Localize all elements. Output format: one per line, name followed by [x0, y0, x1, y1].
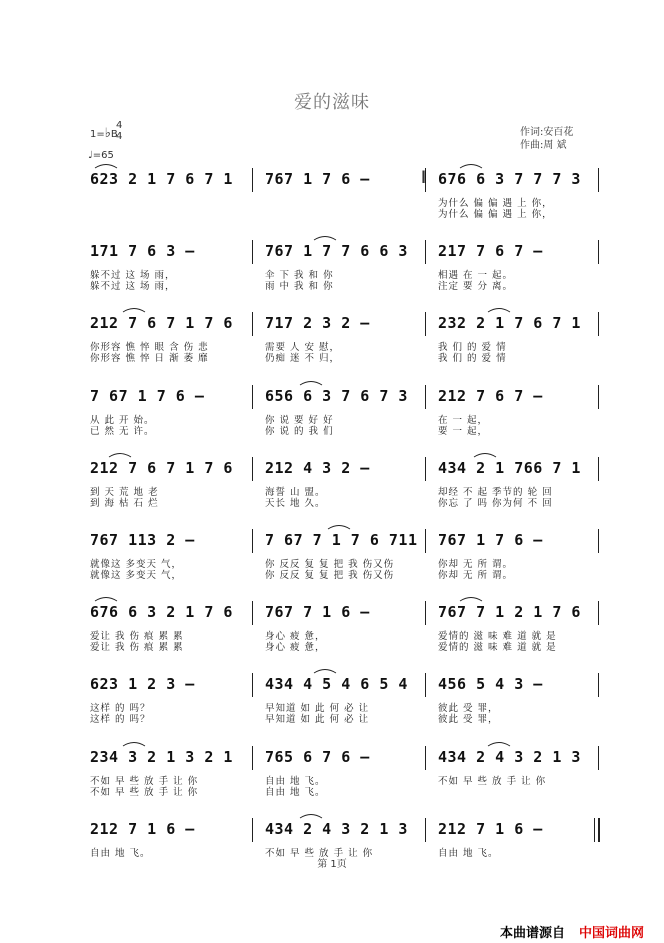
slur-mark: [123, 309, 145, 313]
measure-notes: 767 113 2 –: [90, 531, 195, 549]
composer: 作曲:周 斌: [520, 140, 567, 151]
barline: [425, 312, 426, 336]
key-flat: ♭: [104, 126, 111, 141]
lyric-line: 需要 人 安 慰，: [265, 342, 341, 354]
measure-notes: 212 4 3 2 –: [265, 458, 370, 477]
measure-notes: 7 67 1 7 6 –: [90, 386, 205, 405]
measure-notes: 434 2 4 3 2 1 3: [438, 747, 581, 766]
barline: [425, 601, 426, 625]
measure-notes: 623 1 2 3 –: [90, 675, 195, 694]
slur-mark: [300, 814, 322, 818]
slur-mark: [474, 453, 496, 457]
lyric-line: 早知道 如 此 何 必 让: [265, 703, 370, 715]
measure-notes: 212 7 6 7 –: [438, 386, 543, 405]
measure-notes: 767 1 7 7 6 6 3: [265, 242, 408, 261]
measure-notes: 656 6 3 7 6 7 3: [265, 386, 408, 405]
lyric-line: 自由 地 飞。: [90, 847, 151, 859]
lyric-line: 为什么 偏 偏 遇 上 你，: [438, 198, 553, 209]
final-barline-thin: [594, 818, 595, 842]
lyric-line: 伞 下 我 和 你: [265, 270, 334, 282]
measure-notes: 7 67 7 1 7 6 711: [265, 531, 418, 549]
barline: [598, 601, 599, 625]
time-signature: [116, 120, 122, 142]
tempo-value: =65: [92, 150, 114, 161]
lyric-line: 雨 中 我 和 你: [265, 281, 334, 293]
lyric-line: 就像这 多变天 气，: [90, 559, 183, 570]
barline: [252, 601, 253, 625]
barline: [598, 385, 599, 409]
barline: [252, 746, 253, 770]
slur-mark: [328, 526, 350, 530]
final-barline: [598, 818, 600, 842]
lyric-line: 躲不过 这 场 雨，: [90, 281, 176, 293]
key-prefix: 1=: [90, 129, 105, 140]
lyric-line: 为什么 偏 偏 遇 上 你，: [438, 209, 553, 220]
barline: [252, 240, 253, 264]
measure-notes: 212 7 1 6 –: [90, 819, 195, 838]
measure-notes: 212 7 6 7 1 7 6: [90, 314, 233, 333]
lyric-line: 天长 地 久。: [265, 497, 326, 509]
barline: [425, 385, 426, 409]
barline: [598, 240, 599, 264]
barline: [598, 529, 599, 553]
slur-mark: [300, 381, 322, 385]
measure-notes: 434 2 4 3 2 1 3: [265, 819, 408, 838]
lyric-line: 爱让 我 伤 痕 累 累: [90, 642, 184, 654]
lyric-line: 爱让 我 伤 痕 累 累: [90, 631, 184, 643]
lyric-line: 你 反反 复 复 把 我 伤又伤: [265, 570, 395, 581]
lyric-line: 自由 地 飞。: [438, 847, 499, 859]
lyric-line: 不如 早 些 放 手 让 你: [90, 775, 199, 787]
repeat-sign: ‖: [421, 169, 427, 183]
measure-notes: 456 5 4 3 –: [438, 675, 543, 694]
lyric-line: 彼此 受 罪，: [438, 703, 499, 715]
slur-mark: [314, 237, 336, 241]
lyric-line: 你形容 憔 悴 眼 含 伤 悲: [90, 342, 209, 354]
lyric-line: 你 反反 复 复 把 我 伤又伤: [265, 559, 395, 570]
barline: [252, 529, 253, 553]
measure-notes: 765 6 7 6 –: [265, 747, 370, 766]
lyric-line: 到 海 枯 石 烂: [90, 497, 159, 509]
slur-mark: [123, 742, 145, 746]
lyric-line: 仍痴 迷 不 归，: [265, 353, 341, 365]
measure-notes: 676 6 3 7 7 7 3: [438, 170, 581, 188]
lyric-line: 身心 疲 惫，: [265, 631, 326, 643]
lyric-line: 自由 地 飞。: [265, 786, 326, 798]
barline: [598, 457, 599, 481]
barline: [252, 818, 253, 842]
measure-notes: 717 2 3 2 –: [265, 314, 370, 333]
lyric-line: 要 一 起，: [438, 425, 489, 437]
slur-mark: [314, 670, 336, 674]
lyric-line: 躲不过 这 场 雨，: [90, 270, 176, 282]
measure-notes: 434 4 5 4 6 5 4: [265, 675, 408, 694]
slur-mark: [488, 309, 510, 313]
barline: [425, 529, 426, 553]
lyric-line: 海誓 山 盟。: [265, 486, 326, 498]
barline: [252, 312, 253, 336]
lyric-line: 自由 地 飞。: [265, 775, 326, 787]
slur-mark: [109, 453, 131, 457]
lyric-line: 你却 无 所 谓。: [438, 570, 514, 581]
lyric-line: 你忘 了 吗 你为何 不 回: [438, 497, 553, 509]
lyric-line: 注定 要 分 离。: [438, 281, 514, 293]
slur-mark: [488, 742, 510, 746]
barline: [425, 457, 426, 481]
barline: [598, 168, 599, 192]
measure-notes: 767 7 1 2 1 7 6: [438, 603, 581, 622]
barline: [425, 673, 426, 697]
barline: [252, 385, 253, 409]
lyric-line: 不如 早 些 放 手 让 你: [90, 786, 199, 798]
lyric-line: 到 天 荒 地 老: [90, 486, 159, 498]
credits: [520, 126, 573, 152]
measure-notes: 232 2 1 7 6 7 1: [438, 314, 581, 333]
quarter-note-icon: ♩: [88, 150, 93, 161]
lyric-line: 已 然 无 许。: [90, 425, 155, 437]
measure-notes: 623 2 1 7 6 7 1: [90, 170, 233, 188]
song-title: 爱的滋味: [294, 92, 370, 113]
barline: [252, 673, 253, 697]
footer-source: 本曲谱源自: [500, 926, 566, 941]
lyric-line: 身心 疲 惫，: [265, 642, 326, 654]
page-number: 第 1页: [317, 859, 347, 870]
measure-notes: 767 1 7 6 –: [438, 531, 543, 549]
measure-notes: 212 7 6 7 1 7 6: [90, 458, 233, 477]
measure-notes: 217 7 6 7 –: [438, 242, 543, 261]
score-row: [0, 810, 664, 895]
lyric-line: 相遇 在 一 起。: [438, 270, 514, 282]
barline: [425, 240, 426, 264]
lyric-line: 我 们 的 爱 情: [438, 342, 507, 354]
slur-mark: [460, 165, 482, 169]
barline: [252, 457, 253, 481]
measure-notes: 171 7 6 3 –: [90, 242, 195, 261]
barline: [598, 746, 599, 770]
lyric-line: 你形容 憔 悴 日 渐 萎 靡: [90, 353, 209, 365]
barline: [425, 818, 426, 842]
lyric-line: 这样 的 吗？: [90, 703, 151, 715]
time-top: 4: [116, 120, 123, 131]
barline: [425, 746, 426, 770]
slur-mark: [460, 598, 482, 602]
lyric-line: 就像这 多变天 气，: [90, 570, 183, 581]
measure-notes: 434 2 1 766 7 1: [438, 458, 581, 477]
measure-notes: 767 1 7 6 –: [265, 170, 370, 188]
lyricist: 作词:安百花: [520, 127, 574, 138]
lyric-line: 不如 早 些 放 手 让 你: [438, 775, 547, 787]
lyric-line: 在 一 起，: [438, 414, 489, 426]
barline: [252, 168, 253, 192]
slur-mark: [95, 165, 117, 169]
lyric-line: 从 此 开 始。: [90, 414, 155, 426]
lyric-line: 爱情的 滋 味 难 道 就 是: [438, 642, 557, 654]
lyric-line: 彼此 受 罪，: [438, 714, 499, 726]
time-bottom: 4: [116, 131, 123, 142]
lyric-line: 却经 不 起 季节的 轮 回: [438, 486, 553, 498]
key-note: B: [110, 129, 118, 140]
slur-mark: [95, 598, 117, 602]
footer-site-link[interactable]: 中国词曲网: [579, 926, 645, 941]
lyric-line: 你 说 的 我 们: [265, 425, 334, 437]
lyric-line: 你却 无 所 谓。: [438, 559, 514, 570]
lyric-line: 不如 早 些 放 手 让 你: [265, 847, 374, 859]
measure-notes: 676 6 3 2 1 7 6: [90, 603, 233, 622]
key-signature: [90, 126, 118, 141]
lyric-line: 爱情的 滋 味 难 道 就 是: [438, 631, 557, 643]
measure-notes: 767 7 1 6 –: [265, 603, 370, 622]
lyric-line: 你 说 要 好 好: [265, 414, 334, 426]
lyric-line: 早知道 如 此 何 必 让: [265, 714, 370, 726]
lyric-line: 这样 的 吗？: [90, 714, 151, 726]
measure-notes: 234 3 2 1 3 2 1: [90, 747, 233, 766]
barline: [598, 673, 599, 697]
measure-notes: 212 7 1 6 –: [438, 819, 543, 838]
lyric-line: 我 们 的 爱 情: [438, 353, 507, 365]
barline: [598, 312, 599, 336]
footer: [500, 922, 644, 941]
